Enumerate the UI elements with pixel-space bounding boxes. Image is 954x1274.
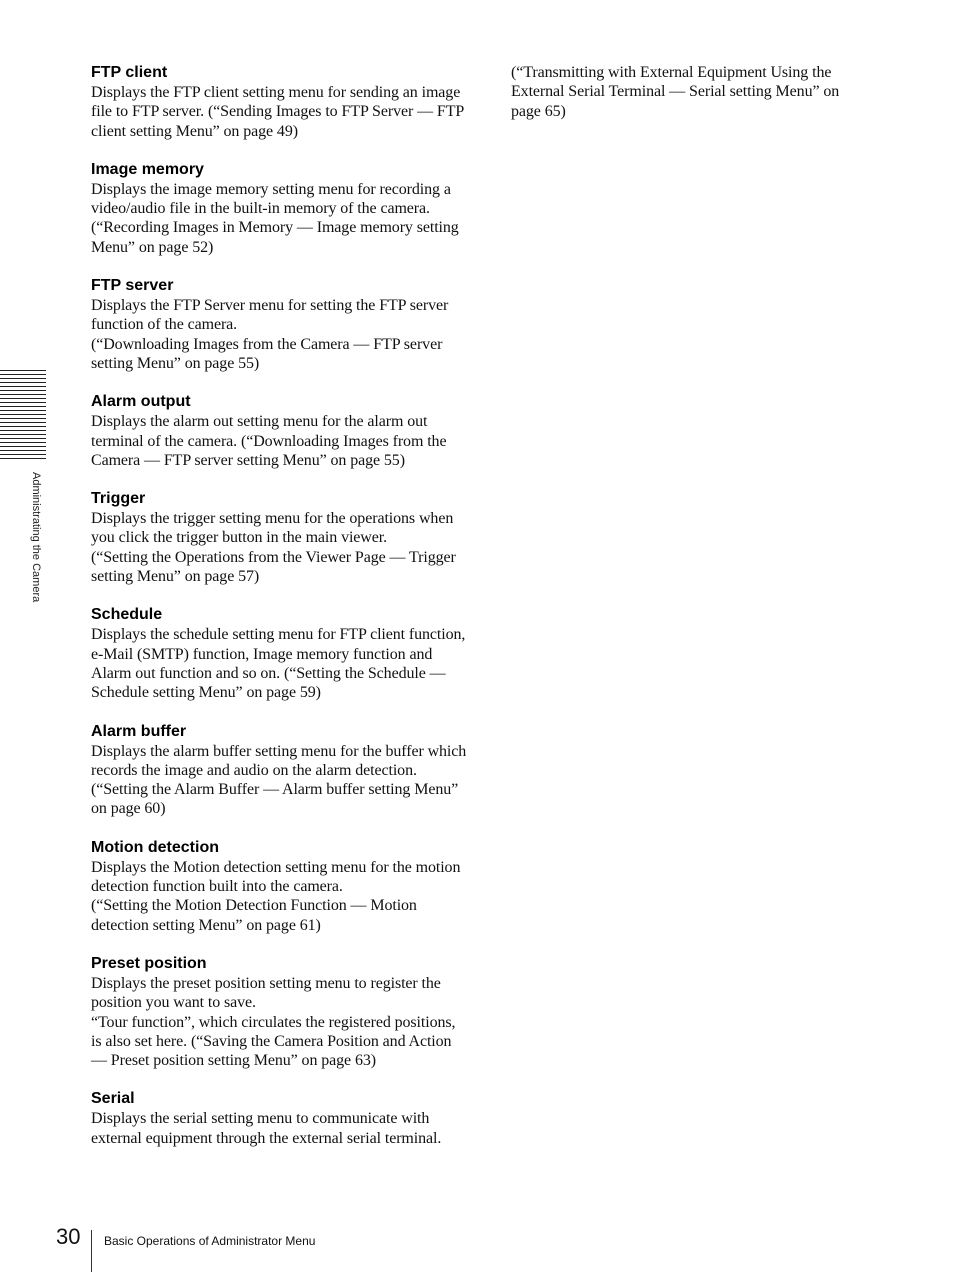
menu-entry-alarm-buffer [91,722,469,819]
entry-text: Displays the schedule setting menu for FTP client function, e-Mail (SMTP) function, Image memory function and Alarm out function and so on. (“Setting the Schedule — Schedule setting Menu” on page 59) [91,626,466,702]
entry-text: Displays the FTP client setting menu for sending an image file to FTP server. (“Sending Images to FTP Server — FTP client setting Menu” on page 49) [91,84,464,140]
entry-title: Serial [91,1090,135,1108]
entry-title: Trigger [91,490,146,508]
entry-text: Displays the Motion detection setting menu for the motion detection function built into the camera. (“Setting the Motion Detection Function — Motion detection setting Menu” on page 61) [91,858,461,934]
footer-divider [91,1230,92,1272]
entry-title: Motion detection [91,838,219,856]
menu-entry-motion-detection [91,838,469,935]
entry-title: Alarm buffer [91,722,187,740]
entry-title: FTP server [91,277,174,295]
menu-entry-ftp-server [91,276,469,373]
entry-text: Displays the image memory setting menu for recording a video/audio file in the built-in memory of the camera. (“Recording Images in Memory — Image memory setting Menu” on page 52) [91,180,459,256]
serial-continuation-text: (“Transmitting with External Equipment Using the External Serial Terminal — Serial setting Menu” on page 65) [511,64,840,120]
entry-title: Schedule [91,606,163,624]
page-number: 30 [56,1224,81,1249]
entry-text: Displays the preset position setting menu to register the position you want to save. “Tour function”, which circulates the registered positions, is also set here. (“Saving the Camera Position and Action — Preset position setting Menu” on page 63) [91,974,456,1070]
menu-entry-schedule [91,605,469,702]
menu-entry-ftp-client [91,63,469,141]
menu-entry-trigger [91,489,469,586]
menu-entry-alarm-output [91,392,469,470]
menu-entry-image-memory [91,160,469,257]
entry-title: Preset position [91,954,207,972]
entry-text: Displays the trigger setting menu for the operations when you click the trigger button in the main viewer. (“Setting the Operations from the Viewer Page — Trigger setting Menu” on page 57) [91,510,456,586]
entry-text: Displays the serial setting menu to communicate with external equipment through the external serial terminal. [91,1110,442,1147]
entry-title: Alarm output [91,393,191,411]
side-tab-stripes [0,370,46,460]
footer-section-title: Basic Operations of Administrator Menu [104,1234,316,1248]
entry-text: Displays the alarm buffer setting menu for the buffer which records the image and audio on the alarm detection. (“Setting the Alarm Buffer — Alarm buffer setting Menu” on page 60) [91,742,467,818]
side-tab-label: Administrating the Camera [30,472,42,603]
entry-text: Displays the FTP Server menu for setting the FTP server function of the camera. (“Downloading Images from the Camera — FTP server setting Menu” on page 55) [91,297,449,372]
entry-title: Image memory [91,160,204,178]
menu-entry-preset-position [91,954,469,1070]
left-column [91,63,469,1167]
right-column [511,63,871,121]
entry-text: Displays the alarm out setting menu for the alarm out terminal of the camera. (“Downloading Images from the Camera — FTP server setting Menu” on page 55) [91,413,447,469]
menu-entry-serial [91,1089,469,1148]
entry-title: FTP client [91,64,168,81]
